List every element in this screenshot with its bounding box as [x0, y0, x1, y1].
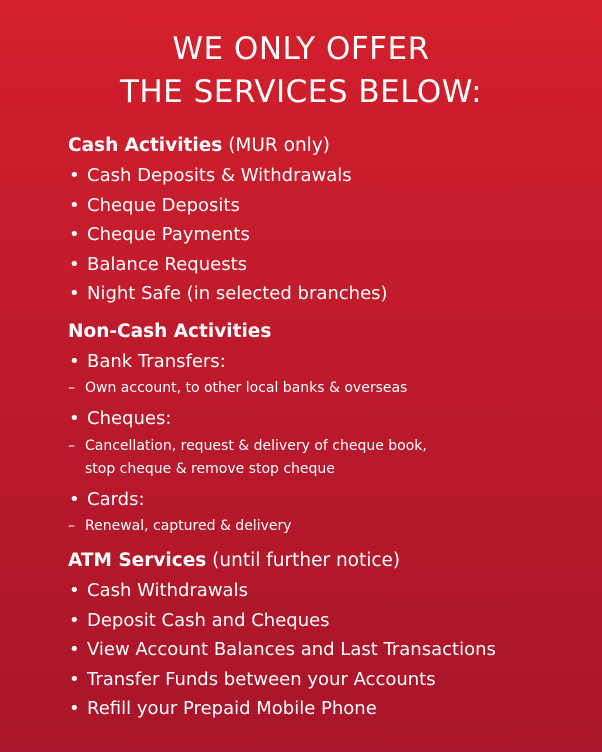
list-item: • Cheque Payments [68, 220, 588, 250]
list-item: • Refill your Prepaid Mobile Phone [68, 694, 588, 724]
sub-item-text-continued: stop cheque & remove stop cheque [85, 460, 335, 477]
list-item: • View Account Balances and Last Transactions [68, 635, 588, 665]
list-item: • Night Safe (in selected branches) [68, 279, 588, 309]
sub-item [68, 377, 588, 400]
list-item-label: Bank Transfers: [87, 350, 226, 372]
non-cash-activities-list-3 [68, 485, 588, 515]
dash-marker: – [68, 380, 75, 396]
dash-marker: – [68, 518, 75, 534]
sub-item-text: Own account, to other local banks & overseas [85, 380, 408, 396]
cash-activities-note: (MUR only) [228, 135, 330, 156]
cash-activities-list [68, 161, 588, 309]
list-item: • Deposit Cash and Cheques [68, 606, 588, 636]
bank-transfers-details [68, 377, 588, 400]
sub-item-text: Renewal, captured & delivery [85, 518, 292, 534]
atm-services-list [68, 576, 588, 724]
non-cash-activities-section [68, 317, 588, 539]
services-list [68, 131, 588, 732]
atm-services-heading [68, 546, 588, 576]
sub-item [68, 435, 588, 481]
cards-details [68, 515, 588, 538]
cash-activities-title: Cash Activities [68, 135, 223, 156]
title-line-1: WE ONLY OFFER [172, 31, 430, 67]
list-item: • Cheque Deposits [68, 191, 588, 221]
list-item-cheques [68, 404, 588, 434]
atm-services-section [68, 546, 588, 724]
cash-activities-section [68, 131, 588, 309]
cash-activities-heading [68, 131, 588, 161]
title-line-2: THE SERVICES BELOW: [119, 74, 483, 110]
non-cash-activities-title: Non-Cash Activities [68, 320, 272, 342]
list-item-label: Cards: [87, 488, 145, 510]
non-cash-activities-heading [68, 317, 588, 347]
atm-services-title: ATM Services [68, 550, 207, 571]
list-item-label: Cheques: [87, 408, 172, 429]
page-title [0, 28, 602, 114]
list-item-cards [68, 485, 588, 515]
list-item: • Balance Requests [68, 250, 588, 280]
list-item: • Cash Withdrawals [68, 576, 588, 606]
list-item: • Transfer Funds between your Accounts [68, 665, 588, 695]
sub-item [68, 515, 588, 538]
non-cash-activities-list-2 [68, 404, 588, 434]
list-item: • Cash Deposits & Withdrawals [68, 161, 588, 191]
non-cash-activities-list [68, 347, 588, 377]
cheques-details [68, 435, 588, 481]
atm-services-note: (until further notice) [212, 550, 401, 571]
dash-marker: – [68, 437, 75, 454]
list-item-bank-transfers [68, 347, 588, 377]
sub-item-text: Cancellation, request & delivery of cheque book, [85, 437, 427, 454]
